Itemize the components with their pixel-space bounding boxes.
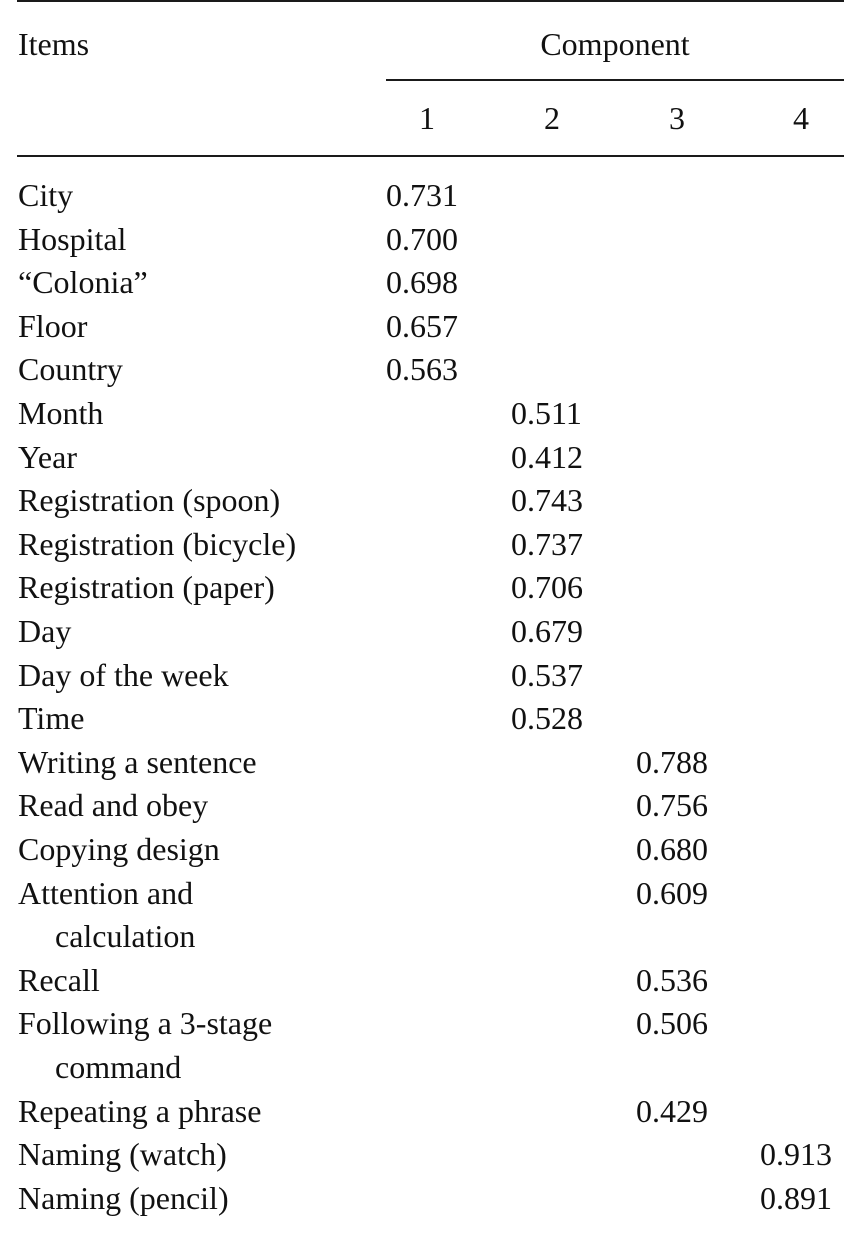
item-label: Hospital (18, 220, 127, 257)
loading-value: 0.731 (386, 177, 458, 213)
item-label: Registration (bicycle) (18, 525, 297, 562)
loading-value: 0.891 (760, 1179, 832, 1216)
loading-value: 0.506 (636, 1005, 708, 1042)
item-label: Registration (paper) (18, 569, 275, 606)
loading-value: 0.528 (511, 700, 583, 737)
component-number-1: 1 (419, 100, 435, 136)
loading-value: 0.609 (636, 874, 708, 911)
item-label: Attention and (18, 874, 194, 911)
item-label: Naming (pencil) (18, 1179, 229, 1216)
item-label: Day (18, 613, 72, 649)
item-label: Year (18, 438, 77, 475)
item-label: City (18, 177, 74, 213)
loading-value: 0.657 (386, 307, 458, 344)
loading-value: 0.737 (511, 525, 583, 562)
loading-value: 0.563 (386, 351, 458, 388)
items-header: Items (18, 26, 90, 62)
loading-value: 0.429 (636, 1092, 708, 1129)
loading-value: 0.511 (511, 395, 582, 431)
loading-value: 0.537 (511, 656, 583, 693)
item-label: Country (18, 351, 123, 388)
loading-value: 0.788 (636, 743, 708, 780)
item-label: Recall (18, 961, 100, 998)
loading-value: 0.680 (636, 831, 708, 867)
loading-value: 0.698 (386, 264, 458, 301)
item-label: Day of the week (18, 656, 229, 693)
loading-value: 0.756 (636, 787, 708, 824)
item-label: Copying design (18, 831, 220, 867)
loading-value: 0.913 (760, 1136, 832, 1173)
loading-value: 0.700 (386, 220, 458, 257)
component-header: Component (540, 26, 690, 62)
component-number-2: 2 (544, 100, 560, 136)
item-label: Repeating a phrase (18, 1092, 262, 1129)
item-label: “Colonia” (18, 264, 148, 301)
loading-value: 0.412 (511, 438, 583, 475)
loading-value: 0.706 (511, 569, 583, 606)
item-label: Writing a sentence (18, 743, 257, 780)
item-label: Month (18, 395, 104, 431)
item-label-continuation: command (55, 1049, 182, 1085)
item-label: Time (18, 700, 85, 737)
item-label: Floor (18, 307, 88, 344)
loading-value: 0.743 (511, 482, 583, 519)
item-label-continuation: calculation (55, 918, 196, 955)
component-number-4: 4 (793, 100, 809, 136)
item-label: Following a 3-stage (18, 1005, 273, 1042)
loading-value: 0.536 (636, 961, 708, 998)
item-label: Registration (spoon) (18, 482, 281, 519)
item-label: Read and obey (18, 787, 209, 824)
item-label: Naming (watch) (18, 1136, 227, 1173)
loading-value: 0.679 (511, 613, 583, 649)
component-number-3: 3 (669, 100, 685, 136)
